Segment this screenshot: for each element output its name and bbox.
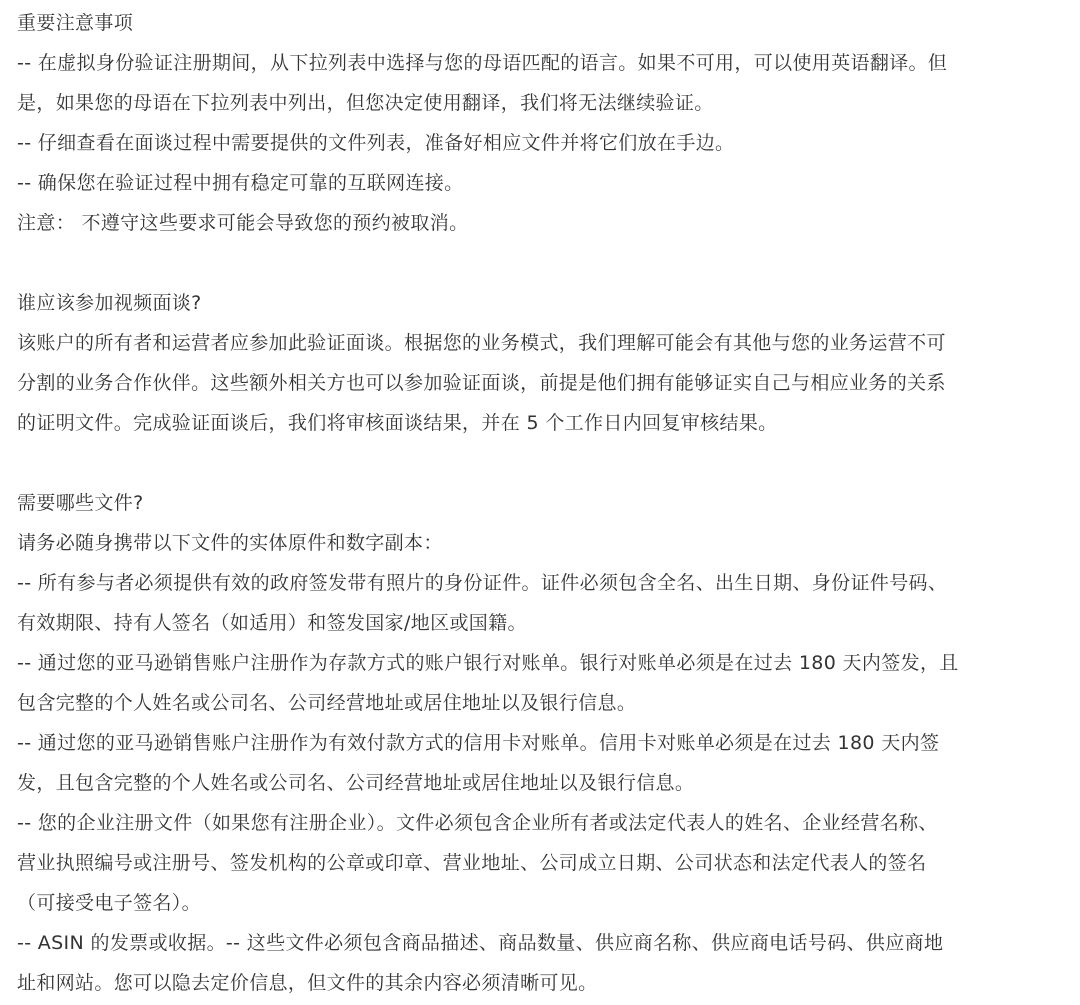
section-heading-required-documents: 需要哪些文件? [17, 492, 144, 514]
paragraph-line: 分割的业务合作伙伴。这些额外相关方也可以参加验证面谈，前提是他们拥有能够证实自己与相应业务的关系 [17, 372, 946, 394]
section-who-attends [17, 283, 1060, 443]
list-item-line: 有效期限、持有人签名（如适用）和签发国家/地区或国籍。 [17, 612, 527, 634]
list-item-line: -- 通过您的亚马逊销售账户注册作为存款方式的账户银行对账单。银行对账单必须是在过去 180 天内签发，且 [17, 652, 959, 674]
list-item-line: 包含完整的个人姓名或公司名、公司经营地址或居住地址以及银行信息。 [17, 692, 637, 714]
list-item-line: （可接受电子签名）。 [17, 892, 202, 914]
section-important-notes [17, 3, 1060, 243]
list-item-line: -- 您的企业注册文件（如果您有注册企业）。文件必须包含企业所有者或法定代表人的姓名、企业经营名称、 [17, 812, 938, 834]
note-line: 注意： 不遵守这些要求可能会导致您的预约被取消。 [17, 212, 469, 234]
list-item-line: 址和网站。您可以隐去定价信息，但文件的其余内容必须清晰可见。 [17, 972, 598, 994]
list-item-line: 发，且包含完整的个人姓名或公司名、公司经营地址或居住地址以及银行信息。 [17, 772, 695, 794]
section-heading-important-notes: 重要注意事项 [17, 12, 134, 34]
section-required-documents [17, 483, 1060, 1003]
paragraph-gap [17, 243, 1060, 283]
list-item-line: -- ASIN 的发票或收据。-- 这些文件必须包含商品描述、商品数量、供应商名称、供应商电话号码、供应商地 [17, 932, 944, 954]
note-line: -- 在虚拟身份验证注册期间，从下拉列表中选择与您的母语匹配的语言。如果不可用，可以使用英语翻译。但 [17, 52, 948, 74]
note-line: -- 仔细查看在面谈过程中需要提供的文件列表，准备好相应文件并将它们放在手边。 [17, 132, 735, 154]
note-line: -- 确保您在验证过程中拥有稳定可靠的互联网连接。 [17, 172, 464, 194]
list-item-line: -- 所有参与者必须提供有效的政府签发带有照片的身份证件。证件必须包含全名、出生日期、身份证件号码、 [17, 572, 948, 594]
paragraph-line: 请务必随身携带以下文件的实体原件和数字副本： [17, 532, 443, 554]
list-item-line: -- 通过您的亚马逊销售账户注册作为有效付款方式的信用卡对账单。信用卡对账单必须是在过去 180 天内签 [17, 732, 940, 754]
paragraph-line: 的证明文件。完成验证面谈后，我们将审核面谈结果，并在 5 个工作日内回复审核结果。 [17, 412, 778, 434]
paragraph-line: 该账户的所有者和运营者应参加此验证面谈。根据您的业务模式，我们理解可能会有其他与您的业务运营不可 [17, 332, 946, 354]
paragraph-gap [17, 443, 1060, 483]
note-line: 是，如果您的母语在下拉列表中列出，但您决定使用翻译，我们将无法继续验证。 [17, 92, 714, 114]
section-heading-who-attends: 谁应该参加视频面谈? [17, 292, 202, 314]
list-item-line: 营业执照编号或注册号、签发机构的公章或印章、营业地址、公司成立日期、公司状态和法定代表人的签名 [17, 852, 927, 874]
